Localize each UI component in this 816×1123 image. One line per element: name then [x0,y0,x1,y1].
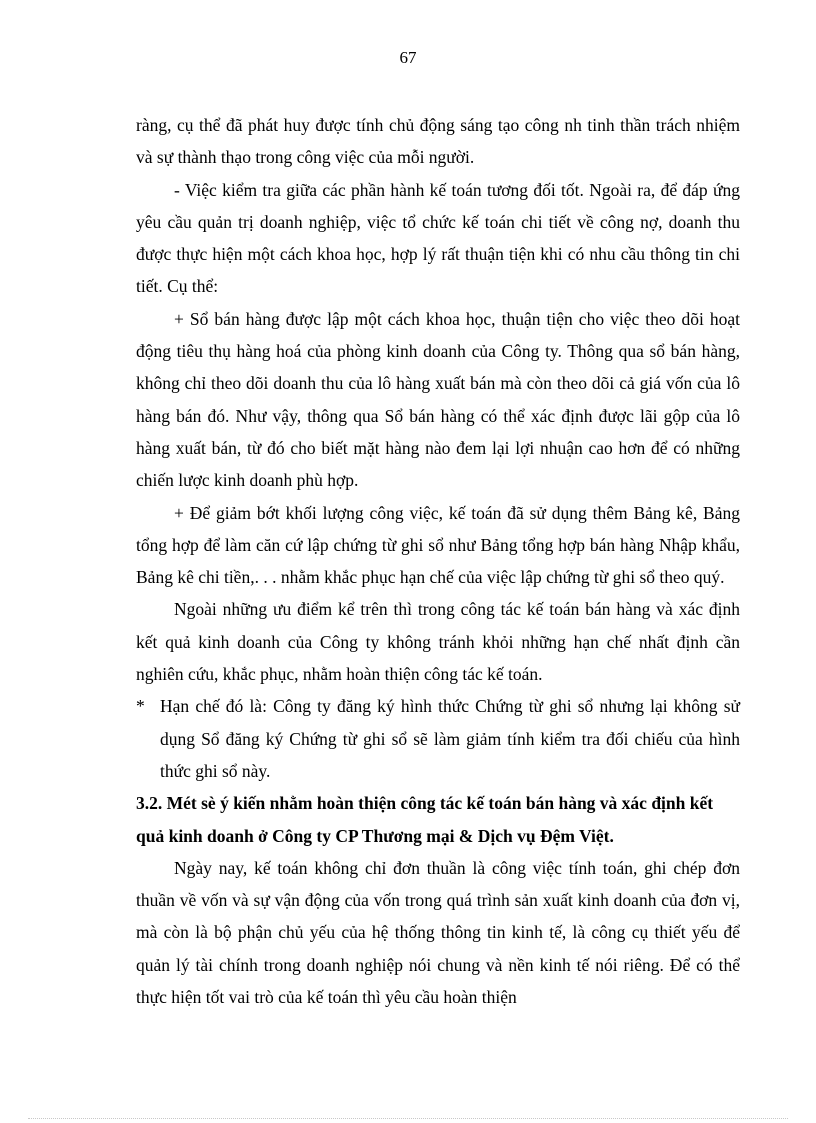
bullet-text: Hạn chế đó là: Công ty đăng ký hình thức Chứng từ ghi sổ nhưng lại không sử dụng Sổ đăng ký Chứng từ ghi sổ sẽ làm giảm tính kiểm tra đối chiếu của hình thức ghi sổ này. [160,696,740,781]
section-number: 3.2. [136,793,163,814]
paragraph-sales-book: + Sổ bán hàng được lập một cách khoa học, thuận tiện cho việc theo dõi hoạt động tiêu thụ hàng hoá của phòng kinh doanh của Công ty. Thông qua sổ bán hàng, không chỉ theo dõi doanh thu của lô hàng xuất bán mà còn theo dõi cả giá vốn của lô hàng bán đó. Như vậy, thông qua Sổ bán hàng có thể xác định được lãi gộp của lô hàng xuất bán, từ đó cho biết mặt hàng nào đem lại lợi nhuận cao hơn để có những chiến lược kinh doanh phù hợp. [136,308,740,491]
paragraph-audit: - Việc kiểm tra giữa các phần hành kế toán tương đối tốt. Ngoài ra, để đáp ứng yêu cầu quản trị doanh nghiệp, việc tổ chức kế toán chi tiết về công nợ, doanh thu được thực hiện một cách khoa học, hợp lý rất thuận tiện khi có nhu cầu thông tin chi tiết. Cụ thể: [136,179,740,297]
page-number: 67 [399,48,417,67]
paragraph-summary-tables: + Để giảm bớt khối lượng công việc, kế toán đã sử dụng thêm Bảng kê, Bảng tổng hợp để làm căn cứ lập chứng từ ghi sổ như Bảng tổng hợp bán hàng Nhập khẩu, Bảng kê chi tiền,. . . nhằm khắc phục hạn chế của việc lập chứng từ ghi sổ theo quý. [136,502,740,588]
bullet-limitation [136,690,740,787]
document-body [136,109,740,1013]
page-bottom-rule [28,1118,788,1119]
paragraph-closing: Ngày nay, kế toán không chỉ đơn thuần là công việc tính toán, ghi chép đơn thuần về vốn và sự vận động của vốn trong quá trình sản xuất kinh doanh của đơn vị, mà còn là bộ phận chủ yếu của hệ thống thông tin kinh tế, là công cụ thiết yếu để quản lý tài chính trong doanh nghiệp nói chung và nền kinh tế nói riêng. Để có thể thực hiện tốt vai trò của kế toán thì yêu cầu hoàn thiện [136,857,740,1008]
paragraph-continuation: ràng, cụ thể đã phát huy được tính chủ động sáng tạo công nh tinh thần trách nhiệm và sự thành thạo trong công việc của mỗi người. [136,115,740,168]
paragraph-limitations-intro: Ngoài những ưu điểm kể trên thì trong công tác kế toán bán hàng và xác định kết quả kinh doanh của Công ty không tránh khỏi những hạn chế nhất định cần nghiên cứu, khắc phục, nhằm hoàn thiện công tác kế toán. [136,599,740,685]
bullet-mark: * [136,696,145,717]
section-title: Mét sè ý kiến nhằm hoàn thiện công tác kế toán bán hàng và xác định kết quả kinh doanh ở Công ty CP Thương mại & Dịch vụ Đệm Việt. [136,793,714,846]
section-heading [136,787,740,852]
